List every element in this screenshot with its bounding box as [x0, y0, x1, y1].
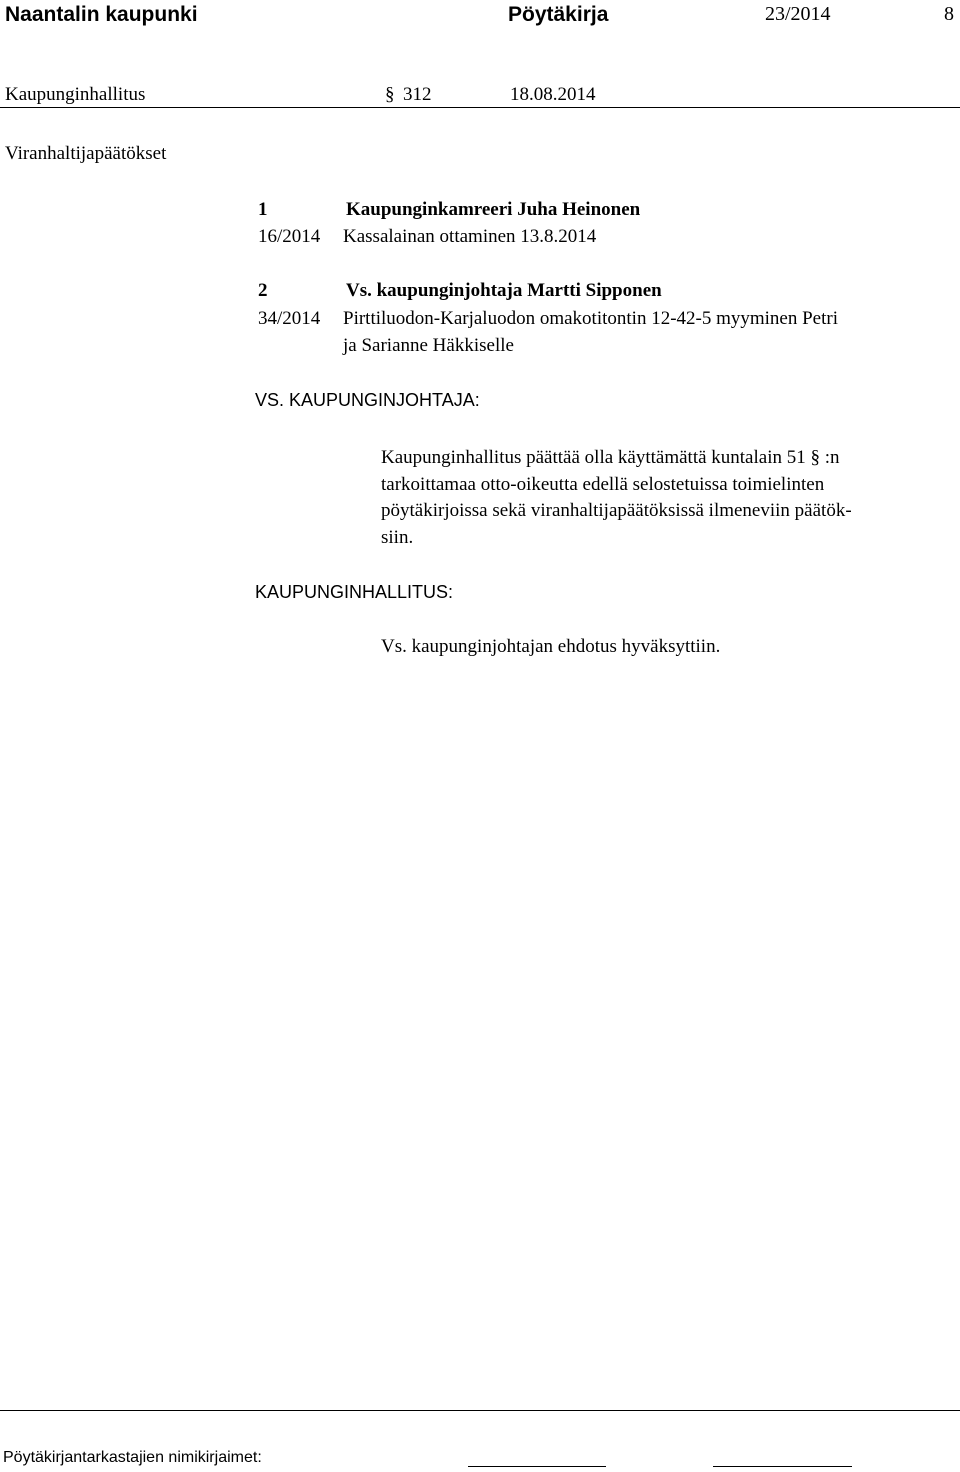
document-number: 23/2014: [765, 3, 831, 25]
page-number: 8: [944, 3, 954, 25]
proposal-text: [381, 445, 941, 551]
decision-ref: 34/2014: [258, 308, 321, 329]
header-divider: [0, 107, 960, 108]
section-symbol: §: [385, 84, 395, 105]
footer-divider: [0, 1410, 960, 1411]
decision-official: Vs. kaupunginjohtaja Martti Sipponen: [346, 280, 662, 301]
resolution-text: Vs. kaupunginjohtajan ehdotus hyväksyttiin.: [381, 636, 721, 657]
signature-line: [713, 1466, 852, 1467]
decision-official: Kaupunginkamreeri Juha Heinonen: [346, 199, 641, 220]
decision-number: 2: [258, 280, 268, 301]
resolution-label: KAUPUNGINHALLITUS:: [255, 582, 454, 602]
section-number: 312: [403, 84, 432, 105]
proposal-line: Kaupunginhallitus päättää olla käyttämättä kuntalain 51 § :n: [381, 447, 840, 468]
decision-number: 1: [258, 199, 268, 220]
decision-text: ja Sarianne Häkkiselle: [343, 335, 514, 356]
meeting-body: Kaupunginhallitus: [5, 84, 146, 105]
decision-text: Kassalainan ottaminen 13.8.2014: [343, 226, 597, 247]
signatures-label: Pöytäkirjantarkastajien nimikirjaimet:: [3, 1449, 262, 1466]
document-type: Pöytäkirja: [508, 3, 609, 26]
section-title: Viranhaltijapäätökset: [5, 143, 167, 164]
signature-line: [468, 1466, 606, 1467]
decision-text: Pirttiluodon-Karjaluodon omakotitontin 12-42-5 myyminen Petri: [343, 308, 839, 329]
meeting-date: 18.08.2014: [510, 84, 596, 105]
proposal-line: pöytäkirjoissa sekä viranhaltijapäätöksissä ilmeneviin päätök-: [381, 500, 852, 521]
proposal-line: tarkoittamaa otto-oikeutta edellä selostetuissa toimielinten: [381, 473, 825, 495]
decision-ref: 16/2014: [258, 226, 321, 247]
organization-name: Naantalin kaupunki: [5, 3, 198, 26]
proposal-line: siin.: [381, 526, 414, 548]
proposal-label: VS. KAUPUNGINJOHTAJA:: [255, 390, 480, 410]
